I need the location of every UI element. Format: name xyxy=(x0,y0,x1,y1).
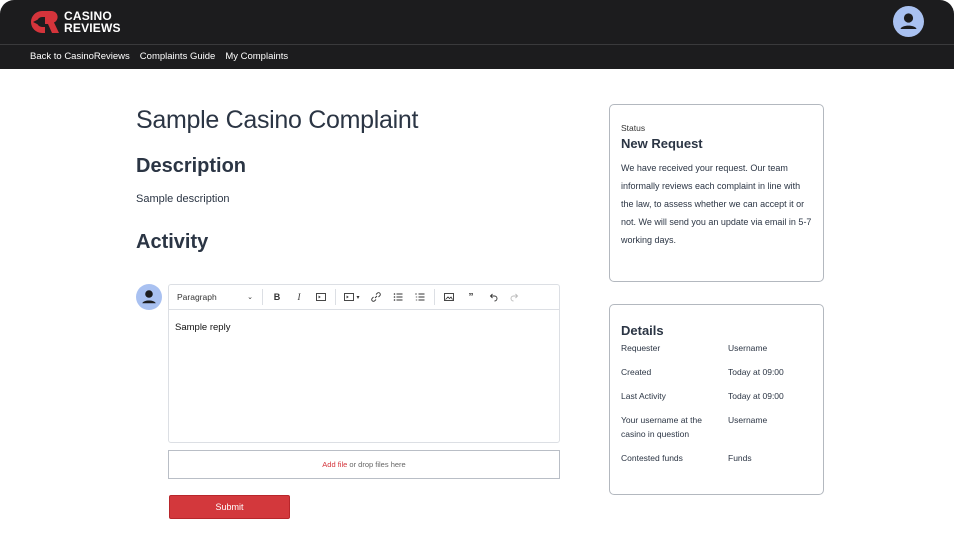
link-icon[interactable] xyxy=(365,288,387,306)
details-title: Details xyxy=(621,323,664,338)
redo-icon[interactable] xyxy=(504,288,526,306)
details-value: Username xyxy=(728,415,768,425)
details-card xyxy=(609,304,824,495)
toolbar-divider xyxy=(434,289,435,305)
submit-button[interactable]: Submit xyxy=(169,495,290,519)
reply-avatar xyxy=(136,284,162,310)
header-bar xyxy=(0,0,954,44)
details-value: Today at 09:00 xyxy=(728,391,784,401)
italic-icon[interactable]: I xyxy=(297,292,301,302)
bulleted-list-icon[interactable] xyxy=(387,288,409,306)
nav-my-complaints[interactable]: My Complaints xyxy=(225,51,289,62)
editor-text: Sample reply xyxy=(175,322,231,333)
block-format-select[interactable] xyxy=(177,292,259,302)
logo-line-1: CASINO xyxy=(64,9,112,23)
nav-back-to-casinoreviews[interactable]: Back to CasinoReviews xyxy=(30,51,130,62)
sub-navigation xyxy=(0,44,954,69)
status-value: New Request xyxy=(621,136,703,151)
details-key: Requester xyxy=(621,343,661,353)
details-key: Contested funds xyxy=(621,453,683,463)
chevron-down-icon: ⌄ xyxy=(247,294,253,301)
details-value: Today at 09:00 xyxy=(728,367,784,377)
code-icon[interactable] xyxy=(310,288,332,306)
quote-icon[interactable]: ” xyxy=(468,291,474,303)
toolbar-divider xyxy=(262,289,263,305)
description-text: Sample description xyxy=(136,193,230,205)
details-key: Last Activity xyxy=(621,391,666,401)
bold-icon[interactable]: B xyxy=(273,292,281,302)
logo-line-2: REVIEWS xyxy=(64,21,121,35)
code-block-icon[interactable]: ▾ xyxy=(339,288,365,306)
details-row-casino-username xyxy=(621,413,812,441)
editor-toolbar xyxy=(169,285,559,310)
toolbar-divider xyxy=(335,289,336,305)
status-label: Status xyxy=(621,123,646,133)
drop-files-text: or drop files here xyxy=(349,460,406,469)
numbered-list-icon[interactable] xyxy=(409,288,431,306)
block-format-value: Paragraph xyxy=(177,292,217,302)
details-row-last-activity xyxy=(621,389,812,403)
reply-editor xyxy=(168,284,560,443)
user-avatar[interactable] xyxy=(893,6,924,37)
user-icon xyxy=(136,284,162,310)
file-dropzone[interactable] xyxy=(168,450,560,479)
logo-icon xyxy=(30,10,60,34)
nav-complaints-guide[interactable]: Complaints Guide xyxy=(139,51,216,62)
details-value: Username xyxy=(728,343,768,353)
status-description: We have received your request. Our team informally reviews each complaint in line with the law, to assess whether we can accept it or not. We will send you an update via email in 5-7 working days. xyxy=(621,163,812,245)
image-icon[interactable] xyxy=(438,288,460,306)
status-card xyxy=(609,104,824,282)
undo-icon[interactable] xyxy=(482,288,504,306)
add-file-link[interactable]: Add file xyxy=(322,460,348,469)
description-heading: Description xyxy=(136,155,247,177)
details-row-created xyxy=(621,365,812,379)
details-value: Funds xyxy=(728,453,752,463)
editor-content-area[interactable] xyxy=(169,310,559,345)
activity-heading: Activity xyxy=(136,231,209,253)
user-icon xyxy=(893,6,924,37)
details-key: Your username at the casino in question xyxy=(621,415,702,439)
details-row-contested-funds xyxy=(621,451,812,465)
details-row-requester xyxy=(621,341,812,355)
details-key: Created xyxy=(621,367,652,377)
casino-reviews-logo[interactable] xyxy=(30,10,121,34)
page-title: Sample Casino Complaint xyxy=(136,106,419,134)
